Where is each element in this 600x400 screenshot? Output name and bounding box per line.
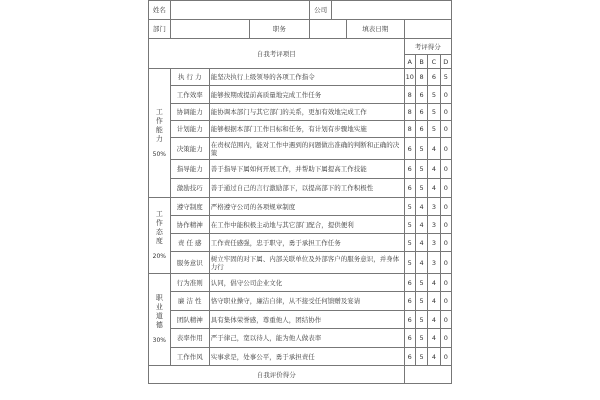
item-row xyxy=(149,160,452,179)
score-cell[interactable]: 5 xyxy=(404,252,415,274)
item-description: 在责权范围内，能对工作中遇到的问题做出准确的判断和正确的决策 xyxy=(209,138,404,160)
score-cell[interactable]: 0 xyxy=(440,138,451,160)
item-description: 善于指导下属如何开展工作，并帮助下属提高工作技能 xyxy=(209,160,404,179)
section-label xyxy=(149,69,171,198)
score-cell[interactable]: 8 xyxy=(404,104,415,121)
item-row xyxy=(149,121,452,138)
section-weight: 50% xyxy=(152,150,166,158)
self-evaluation-form xyxy=(148,0,452,400)
score-cell[interactable]: 6 xyxy=(415,104,427,121)
position-label: 职务 xyxy=(249,20,309,39)
section-name-char: 度 xyxy=(155,237,163,245)
score-cell[interactable]: 0 xyxy=(440,121,451,138)
item-name: 协调能力 xyxy=(170,104,209,121)
score-cell[interactable]: 6 xyxy=(404,311,415,329)
score-cell[interactable]: 5 xyxy=(428,121,440,138)
self-eval-title: 自我考评项目 xyxy=(149,39,405,69)
score-cell[interactable]: 10 xyxy=(404,69,415,86)
score-cell[interactable]: 8 xyxy=(404,86,415,104)
score-cell[interactable]: 0 xyxy=(440,329,451,348)
section-name-char: 职 xyxy=(155,294,163,302)
score-cell[interactable]: 5 xyxy=(428,104,440,121)
score-cell[interactable]: 5 xyxy=(415,348,427,366)
score-cell[interactable]: 5 xyxy=(404,216,415,234)
item-row xyxy=(149,69,452,86)
score-cell[interactable]: 6 xyxy=(428,69,440,86)
item-row xyxy=(149,292,452,311)
score-cell[interactable]: 4 xyxy=(428,274,440,292)
item-name: 激励技巧 xyxy=(170,179,209,198)
item-row xyxy=(149,179,452,198)
item-name: 决策能力 xyxy=(170,138,209,160)
score-cell[interactable]: 6 xyxy=(415,121,427,138)
section-name-char: 力 xyxy=(155,134,163,143)
score-cell[interactable]: 4 xyxy=(415,234,427,252)
score-cell[interactable]: 5 xyxy=(428,86,440,104)
score-cell[interactable]: 6 xyxy=(404,329,415,348)
section-weight: 20% xyxy=(152,253,166,260)
header-row-2 xyxy=(149,20,452,39)
item-row xyxy=(149,274,452,292)
score-cell[interactable]: 3 xyxy=(428,216,440,234)
date-field[interactable] xyxy=(404,20,451,39)
score-cell[interactable]: 0 xyxy=(440,179,451,198)
score-cell[interactable]: 0 xyxy=(440,311,451,329)
grade-b: B xyxy=(415,55,427,69)
section-name-char: 作 xyxy=(155,116,163,125)
item-name: 指导能力 xyxy=(170,160,209,179)
score-cell[interactable]: 0 xyxy=(440,160,451,179)
item-row xyxy=(149,234,452,252)
section-name-char: 道 xyxy=(155,312,163,320)
section-name-char: 德 xyxy=(155,321,163,329)
score-cell[interactable]: 6 xyxy=(404,274,415,292)
grade-c: C xyxy=(428,55,440,69)
score-cell[interactable]: 6 xyxy=(404,179,415,198)
item-row xyxy=(149,198,452,216)
score-cell[interactable]: 0 xyxy=(440,348,451,366)
item-row xyxy=(149,252,452,274)
score-cell[interactable]: 0 xyxy=(440,274,451,292)
item-name: 团队精神 xyxy=(170,311,209,329)
score-cell[interactable]: 0 xyxy=(440,292,451,311)
company-field[interactable] xyxy=(332,1,452,20)
score-cell[interactable]: 6 xyxy=(404,348,415,366)
score-cell[interactable]: 5 xyxy=(415,311,427,329)
date-label: 填表日期 xyxy=(346,20,404,39)
item-row xyxy=(149,138,452,160)
item-description: 善于通过自己的言行激励部下，以提高部下的工作积极性 xyxy=(209,179,404,198)
name-field[interactable] xyxy=(170,1,309,20)
footer-row xyxy=(149,366,452,384)
item-name: 工作效率 xyxy=(170,86,209,104)
item-name: 执 行 力 xyxy=(170,69,209,86)
section-name-char: 能 xyxy=(155,125,163,134)
score-cell[interactable]: 5 xyxy=(415,138,427,160)
grade-d: D xyxy=(440,55,451,69)
dept-label: 部门 xyxy=(149,20,171,39)
score-cell[interactable]: 5 xyxy=(404,198,415,216)
self-score-label: 自我评价得分 xyxy=(149,366,405,384)
item-description: 树立牢固的对下属、内部关联单位及外部客户的服务意识，并身体力行 xyxy=(209,252,404,274)
item-description: 能坚决执行上级领导的各项工作指令 xyxy=(209,69,404,86)
section-name-char: 态 xyxy=(155,228,163,236)
item-row xyxy=(149,216,452,234)
score-cell[interactable]: 0 xyxy=(440,104,451,121)
score-cell[interactable]: 3 xyxy=(428,252,440,274)
score-cell[interactable]: 6 xyxy=(404,160,415,179)
item-row xyxy=(149,104,452,121)
score-cell[interactable]: 4 xyxy=(428,138,440,160)
score-cell[interactable]: 5 xyxy=(415,179,427,198)
grade-a: A xyxy=(404,55,415,69)
item-description: 工作责任感强，忠于职守，勇于承担工作任务 xyxy=(209,234,404,252)
score-cell[interactable]: 4 xyxy=(428,179,440,198)
score-cell[interactable]: 8 xyxy=(404,121,415,138)
item-description: 严格遵守公司的各项规章制度 xyxy=(209,198,404,216)
item-description: 认同，倡守公司企业文化 xyxy=(209,274,404,292)
score-cell[interactable]: 5 xyxy=(415,292,427,311)
score-cell[interactable]: 6 xyxy=(404,138,415,160)
item-name: 责 任 感 xyxy=(170,234,209,252)
section-weight: 30% xyxy=(152,337,166,344)
score-cell[interactable]: 5 xyxy=(440,69,451,86)
name-label: 姓名 xyxy=(149,1,171,20)
item-name: 工作作风 xyxy=(170,348,209,366)
section-name-char: 业 xyxy=(155,303,163,311)
item-name: 服务意识 xyxy=(170,252,209,274)
score-cell[interactable]: 4 xyxy=(428,292,440,311)
score-cell[interactable]: 8 xyxy=(415,69,427,86)
item-name: 行为准则 xyxy=(170,274,209,292)
item-name: 协作精神 xyxy=(170,216,209,234)
score-cell[interactable]: 6 xyxy=(415,86,427,104)
self-score-field[interactable] xyxy=(404,366,451,384)
score-cell[interactable]: 4 xyxy=(415,198,427,216)
item-description: 实事求是，处事公平，勇于承担责任 xyxy=(209,348,404,366)
item-row xyxy=(149,329,452,348)
item-name: 计划能力 xyxy=(170,121,209,138)
score-cell[interactable]: 5 xyxy=(415,329,427,348)
score-cell[interactable]: 4 xyxy=(415,252,427,274)
header-row-1 xyxy=(149,1,452,20)
score-cell[interactable]: 3 xyxy=(428,198,440,216)
section-name-char: 工 xyxy=(155,210,163,218)
item-description: 严于律己，宽以待人，能为他人做表率 xyxy=(209,329,404,348)
score-cell[interactable]: 0 xyxy=(440,198,451,216)
section-label xyxy=(149,274,171,366)
item-row xyxy=(149,311,452,329)
dept-field[interactable] xyxy=(170,20,249,39)
score-cell[interactable]: 0 xyxy=(440,234,451,252)
item-description: 能够根据本部门工作目标和任务，有计划有步骤地实施 xyxy=(209,121,404,138)
score-cell[interactable]: 0 xyxy=(440,86,451,104)
score-cell[interactable]: 5 xyxy=(415,274,427,292)
item-description: 恪守职业操守，廉洁自律，从不接受任何馈赠及宴请 xyxy=(209,292,404,311)
item-description: 能够按期或提前高质量地完成工作任务 xyxy=(209,86,404,104)
item-name: 廉 洁 性 xyxy=(170,292,209,311)
section-name-char: 作 xyxy=(155,219,163,227)
score-cell[interactable]: 4 xyxy=(415,216,427,234)
item-description: 具有集体荣誉感，尊重他人，团结协作 xyxy=(209,311,404,329)
score-cell[interactable]: 6 xyxy=(404,292,415,311)
score-cell[interactable]: 5 xyxy=(404,234,415,252)
score-cell[interactable]: 4 xyxy=(428,329,440,348)
score-cell[interactable]: 0 xyxy=(440,216,451,234)
position-field[interactable] xyxy=(309,20,346,39)
title-row xyxy=(149,39,452,55)
score-cell[interactable]: 5 xyxy=(415,160,427,179)
evaluation-table xyxy=(148,0,452,384)
item-name: 遵守制度 xyxy=(170,198,209,216)
company-label: 公司 xyxy=(309,1,332,20)
score-cell[interactable]: 4 xyxy=(428,311,440,329)
score-cell[interactable]: 4 xyxy=(428,348,440,366)
score-cell[interactable]: 0 xyxy=(440,252,451,274)
section-label xyxy=(149,198,171,274)
item-description: 在工作中能积极主动地与其它部门配合，提供便利 xyxy=(209,216,404,234)
item-row xyxy=(149,86,452,104)
item-description: 能协调本部门与其它部门的关系，更加有效地完成工作 xyxy=(209,104,404,121)
score-header: 考评得分 xyxy=(404,39,451,55)
item-name: 表率作用 xyxy=(170,329,209,348)
score-cell[interactable]: 3 xyxy=(428,234,440,252)
section-name-char: 工 xyxy=(155,107,163,116)
item-row xyxy=(149,348,452,366)
score-cell[interactable]: 4 xyxy=(428,160,440,179)
